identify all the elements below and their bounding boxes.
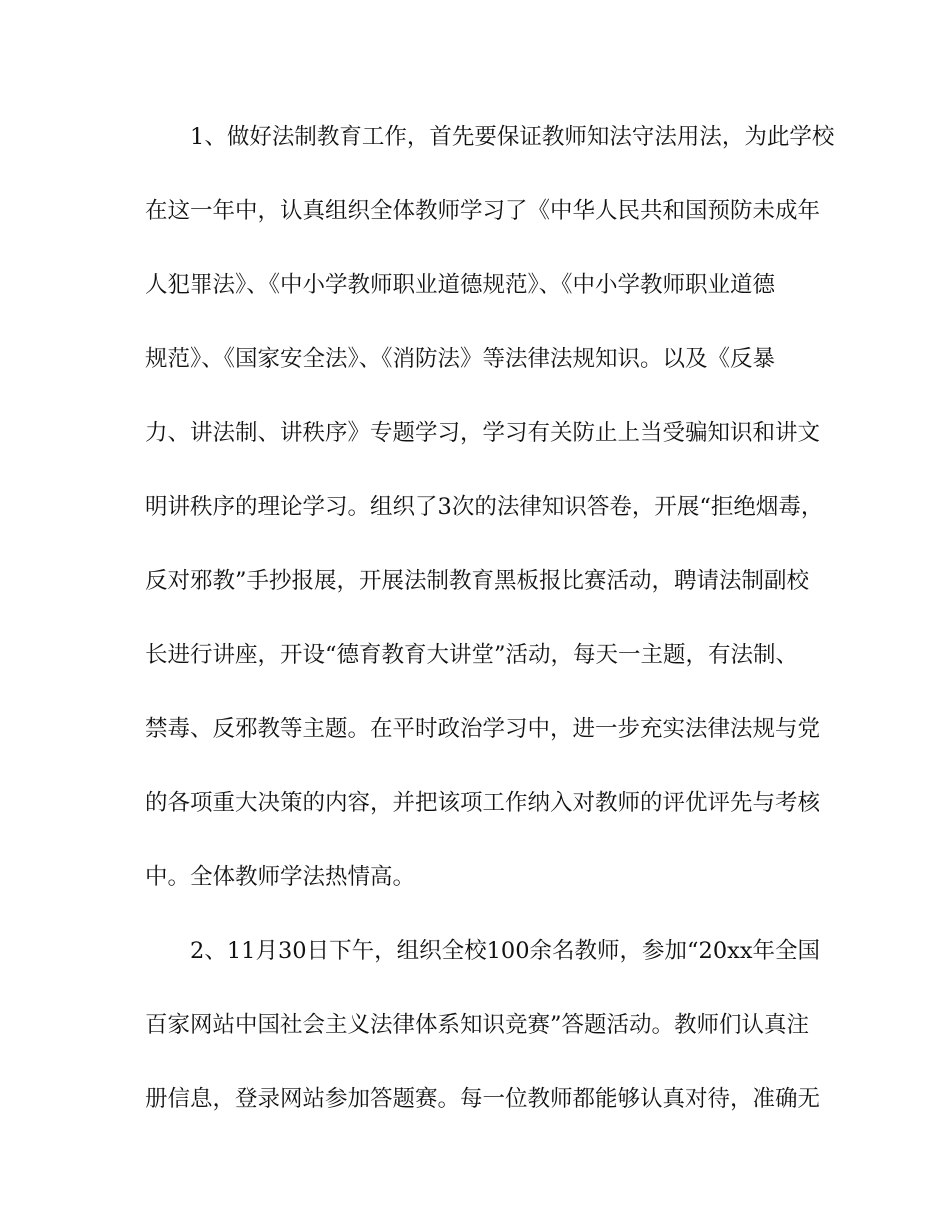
paragraph-1-line-6: 明讲秩序的理论学习。组织了3次的法律知识答卷，开展“拒绝烟毒， <box>145 494 824 520</box>
paragraph-1-line-11: 中。全体教师学法热情高。 <box>145 864 416 890</box>
paragraph-2-line-2: 百家网站中国社会主义法律体系知识竞赛”答题活动。教师们认真注 <box>145 1012 810 1038</box>
paragraph-1-line-1: 1、做好法制教育工作，首先要保证教师知法守法用法，为此学校 <box>190 124 835 150</box>
paragraph-1-line-3: 人犯罪法》、《中小学教师职业道德规范》、《中小学教师职业道德 <box>145 272 776 298</box>
paragraph-1-line-8: 长进行讲座，开设“德育教育大讲堂”活动，每天一主题，有法制、 <box>145 642 799 668</box>
paragraph-2-line-1: 2、11月30日下午，组织全校100余名教师，参加“20xx年全国 <box>190 938 821 964</box>
paragraph-1-line-10: 的各项重大决策的内容，并把该项工作纳入对教师的评优评先与考核 <box>145 790 821 816</box>
body-text <box>145 122 835 1158</box>
paragraph-1-line-2: 在这一年中，认真组织全体教师学习了《中华人民共和国预防未成年 <box>145 198 821 224</box>
paragraph-1-line-9: 禁毒、反邪教等主题。在平时政治学习中，进一步充实法律法规与党 <box>145 716 821 742</box>
paragraph-1-line-5: 力、讲法制、讲秩序》专题学习，学习有关防止上当受骗知识和讲文 <box>145 420 821 446</box>
paragraph-1-line-7: 反对邪教”手抄报展，开展法制教育黑板报比赛活动，聘请法制副校 <box>145 568 810 594</box>
paragraph-1-line-4: 规范》、《国家安全法》、《消防法》等法律法规知识。以及《反暴 <box>145 346 776 372</box>
paragraph-2-line-3: 册信息，登录网站参加答题赛。每一位教师都能够认真对待，准确无 <box>145 1086 821 1112</box>
